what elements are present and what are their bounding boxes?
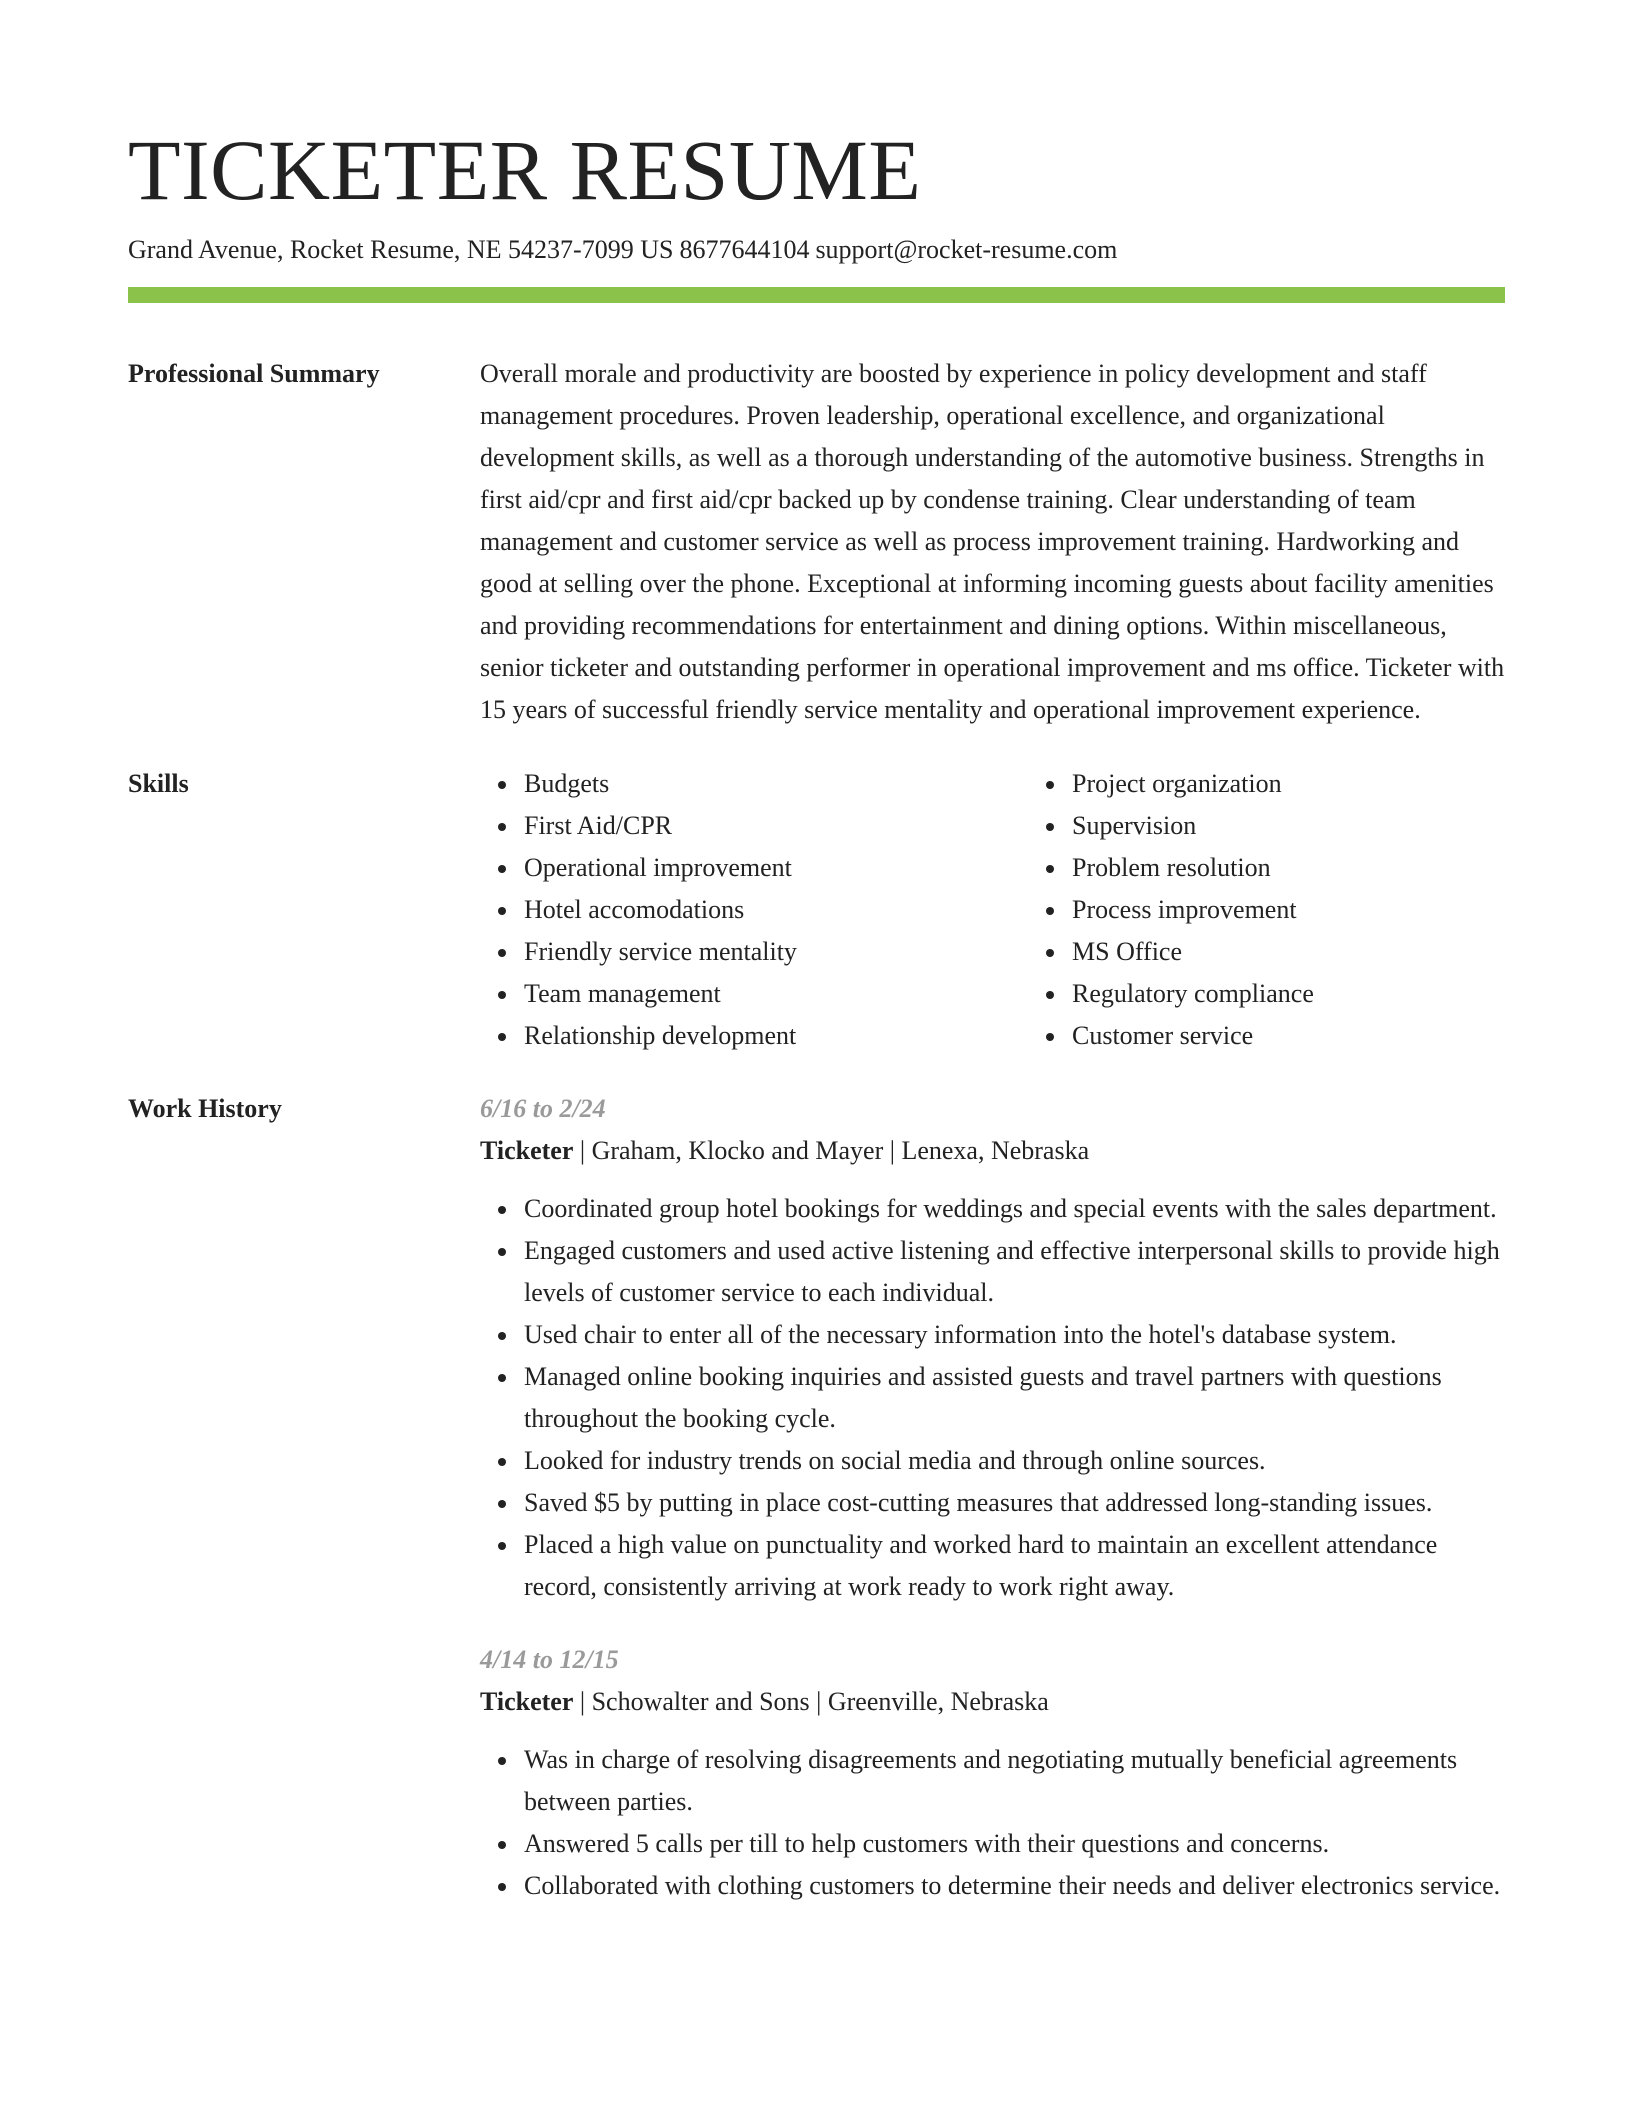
- skill-item: Problem resolution: [1072, 847, 1576, 889]
- work-history-heading: Work History: [128, 1094, 282, 1123]
- resume-page: [128, 120, 1505, 1907]
- duty-item: Collaborated with clothing customers to determine their needs and deliver electronics service.: [524, 1865, 1505, 1907]
- job-employer-location: | Schowalter and Sons | Greenville, Nebraska: [573, 1687, 1049, 1716]
- contact-line: [128, 230, 1505, 270]
- job-role: Ticketer: [480, 1136, 574, 1165]
- skill-item: MS Office: [1072, 931, 1576, 973]
- job-duties: [480, 1188, 1505, 1608]
- duty-item: Looked for industry trends on social media and through online sources.: [524, 1440, 1505, 1482]
- header-divider: [128, 287, 1505, 303]
- skill-item: Team management: [524, 973, 1028, 1015]
- skills-section: [128, 763, 1505, 1057]
- job-dates: 4/14 to 12/15: [480, 1645, 619, 1674]
- job-entry: [480, 1088, 1505, 1608]
- duty-item: Answered 5 calls per till to help customers with their questions and concerns.: [524, 1823, 1505, 1865]
- job-entry: [480, 1639, 1505, 1907]
- resume-title: TICKETER RESUME: [128, 122, 922, 218]
- duty-item: Coordinated group hotel bookings for weddings and special events with the sales department.: [524, 1188, 1505, 1230]
- job-title-line: [480, 1681, 1505, 1723]
- contact-email: support@rocket-resume.com: [815, 235, 1118, 264]
- skills-list-right: [1028, 763, 1576, 1057]
- summary-text: Overall morale and productivity are boosted by experience in policy development and staff management procedures. Proven leadership, operational excellence, and organizational development skills, as well as a thorough understanding of the automotive business. Strengths in first aid/cpr and first aid/cpr backed up by condense training. Clear understanding of team management and customer service as well as process improvement training. Hardworking and good at selling over the phone. Exceptional at informing incoming guests about facility amenities and providing recommendations for entertainment and dining options. Within miscellaneous, senior ticketer and outstanding performer in operational improvement and ms office. Ticketer with 15 years of successful friendly service mentality and operational improvement experience.: [480, 359, 1505, 724]
- summary-section: [128, 353, 1505, 731]
- skills-heading: Skills: [128, 769, 189, 798]
- duty-item: Used chair to enter all of the necessary information into the hotel's database system.: [524, 1314, 1505, 1356]
- skill-item: Project organization: [1072, 763, 1576, 805]
- duty-item: Placed a high value on punctuality and worked hard to maintain an excellent attendance record, consistently arriving at work ready to work right away.: [524, 1524, 1505, 1608]
- skill-item: Process improvement: [1072, 889, 1576, 931]
- duty-item: Managed online booking inquiries and assisted guests and travel partners with questions throughout the booking cycle.: [524, 1356, 1505, 1440]
- skill-item: Budgets: [524, 763, 1028, 805]
- skill-item: Relationship development: [524, 1015, 1028, 1057]
- job-duties: [480, 1739, 1505, 1907]
- job-title-line: [480, 1130, 1505, 1172]
- skill-item: Friendly service mentality: [524, 931, 1028, 973]
- skill-item: Customer service: [1072, 1015, 1576, 1057]
- skill-item: Operational improvement: [524, 847, 1028, 889]
- duty-item: Was in charge of resolving disagreements and negotiating mutually beneficial agreements between parties.: [524, 1739, 1505, 1823]
- skills-list-left: [480, 763, 1028, 1057]
- skill-item: Supervision: [1072, 805, 1576, 847]
- job-employer-location: | Graham, Klocko and Mayer | Lenexa, Nebraska: [573, 1136, 1090, 1165]
- job-role: Ticketer: [480, 1687, 574, 1716]
- contact-phone: 8677644104: [679, 235, 810, 264]
- skill-item: Regulatory compliance: [1072, 973, 1576, 1015]
- summary-heading: Professional Summary: [128, 359, 380, 388]
- skill-item: First Aid/CPR: [524, 805, 1028, 847]
- work-history-section: [128, 1088, 1505, 1907]
- contact-address: Grand Avenue, Rocket Resume, NE 54237-7099 US: [128, 235, 674, 264]
- job-dates: 6/16 to 2/24: [480, 1094, 606, 1123]
- skill-item: Hotel accomodations: [524, 889, 1028, 931]
- duty-item: Saved $5 by putting in place cost-cutting measures that addressed long-standing issues.: [524, 1482, 1505, 1524]
- duty-item: Engaged customers and used active listening and effective interpersonal skills to provide high levels of customer service to each individual.: [524, 1230, 1505, 1314]
